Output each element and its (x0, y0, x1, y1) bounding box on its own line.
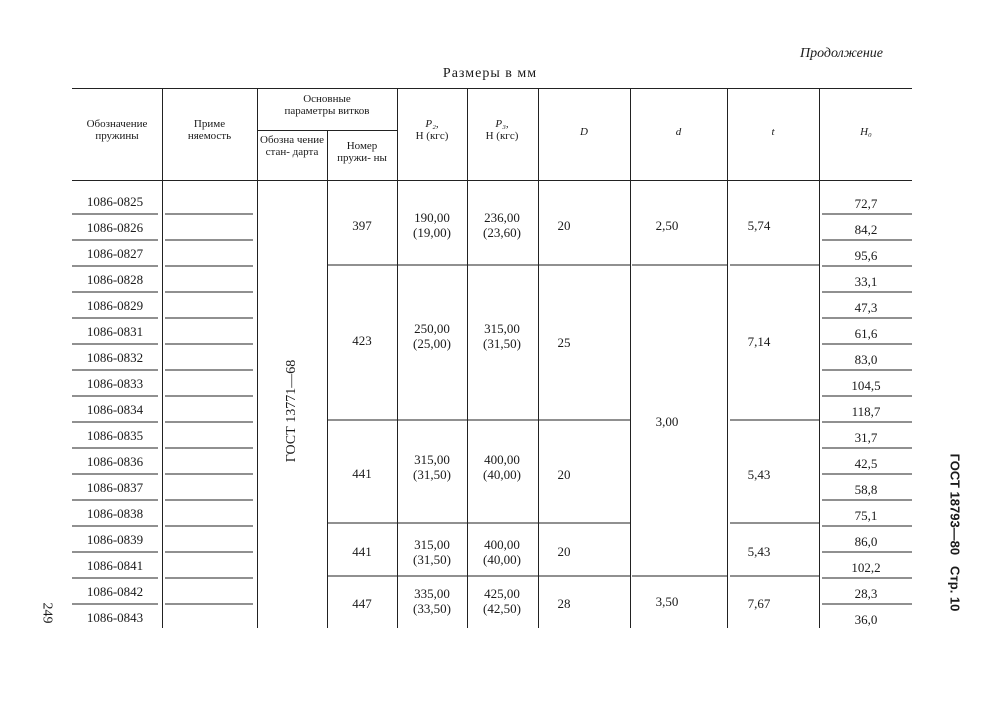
p2-kgf: (31,50) (413, 552, 451, 567)
table-row-h0: 95,6 (854, 248, 878, 263)
standard-value: ГОСТ 13771—68 (284, 359, 299, 463)
p3-newton: 425,00 (484, 586, 520, 601)
p3-kgf: (23,60) (483, 225, 521, 240)
d-shared-value: 3,00 (655, 414, 679, 429)
p3-kgf: (31,50) (483, 336, 521, 351)
spring-number: 447 (352, 596, 372, 611)
d-value: 2,50 (655, 218, 679, 233)
p3-kgf: (40,00) (483, 467, 521, 482)
t-value: 5,43 (747, 544, 771, 559)
p2-kgf: (19,00) (413, 225, 451, 240)
table-row-code: 1086-0835 (86, 428, 144, 443)
table-row-h0: 58,8 (854, 482, 878, 497)
table-row-code: 1086-0843 (86, 610, 144, 625)
table-row-h0: 33,1 (854, 274, 878, 289)
p3-symbol: P₃, (495, 118, 509, 130)
spring-number: 423 (352, 333, 372, 348)
spring-number: 397 (352, 218, 372, 233)
p3-newton: 315,00 (484, 321, 520, 336)
table-row-code: 1086-0832 (86, 350, 144, 365)
p2-newton: 335,00 (414, 586, 450, 601)
col-header-designation: Обозначение пружины (86, 118, 148, 142)
table-row-h0: 83,0 (854, 352, 878, 367)
spring-number: 441 (352, 544, 372, 559)
table-row-h0: 86,0 (854, 534, 878, 549)
p2-kgf: (31,50) (413, 467, 451, 482)
p2-kgf: (33,50) (413, 601, 451, 616)
table-row-h0: 72,7 (854, 196, 878, 211)
p2-value (399, 210, 465, 240)
p3-value (469, 452, 535, 482)
table-row-h0: 75,1 (854, 508, 878, 523)
p3-value (469, 586, 535, 616)
t-value: 7,67 (747, 596, 771, 611)
t-value: 5,43 (747, 467, 771, 482)
col-header-applicability: Приме няемость (187, 118, 232, 142)
D-value: 28 (557, 596, 571, 611)
table-row-code: 1086-0838 (86, 506, 144, 521)
table-row-code: 1086-0836 (86, 454, 144, 469)
p2-newton: 315,00 (414, 452, 450, 467)
table-row-code: 1086-0839 (86, 532, 144, 547)
d-value: 3,50 (655, 594, 679, 609)
p2-newton: 250,00 (414, 321, 450, 336)
p3-value (469, 537, 535, 567)
table-row-code: 1086-0842 (86, 584, 144, 599)
p2-value (399, 452, 465, 482)
table-row-code: 1086-0841 (86, 558, 144, 573)
D-value: 20 (557, 467, 571, 482)
col-header-d: d (675, 126, 682, 138)
table-row-code: 1086-0834 (86, 402, 144, 417)
t-value: 5,74 (747, 218, 771, 233)
table-row-h0: 104,5 (851, 378, 881, 393)
table-row-h0: 118,7 (851, 404, 881, 419)
table-row-code: 1086-0837 (86, 480, 144, 495)
table-row-code: 1086-0828 (86, 272, 144, 287)
t-value: 7,14 (747, 334, 771, 349)
table-row-code: 1086-0833 (86, 376, 144, 391)
spring-number: 441 (352, 466, 372, 481)
p2-value (399, 321, 465, 351)
D-value: 20 (557, 544, 571, 559)
table-row-code: 1086-0827 (86, 246, 144, 261)
continuation-label: Продолжение (800, 46, 883, 61)
p3-newton: 236,00 (484, 210, 520, 225)
p2-newton: 315,00 (414, 537, 450, 552)
D-value: 25 (557, 335, 571, 350)
table-row-h0: 36,0 (854, 612, 878, 627)
col-header-main-params: Основные параметры витков (284, 93, 370, 117)
side-gost: ГОСТ 18793—80 (947, 453, 963, 556)
p2-symbol: P₂, (425, 118, 439, 130)
side-gost-label (948, 433, 963, 633)
table-row-h0: 84,2 (854, 222, 878, 237)
D-value: 20 (557, 218, 571, 233)
table-row-code: 1086-0826 (86, 220, 144, 235)
col-header-spring-number: Номер пружи- ны (337, 140, 387, 164)
table-row-h0: 42,5 (854, 456, 878, 471)
p2-kgf: (25,00) (413, 336, 451, 351)
table-row-h0: 47,3 (854, 300, 878, 315)
p3-unit: Н (кгс) (485, 130, 519, 142)
col-header-H0: H₀ (860, 126, 872, 138)
p2-value (399, 537, 465, 567)
p3-newton: 400,00 (484, 452, 520, 467)
p3-kgf: (42,50) (483, 601, 521, 616)
page-number: 249 (39, 602, 55, 624)
col-header-D: D (580, 126, 588, 138)
table-row-h0: 61,6 (854, 326, 878, 341)
units-label: Размеры в мм (442, 66, 538, 81)
col-header-t: t (771, 126, 775, 138)
table-row-code: 1086-0825 (86, 194, 144, 209)
p3-newton: 400,00 (484, 537, 520, 552)
col-header-standard: Обозна чение стан- дарта (260, 134, 324, 158)
p3-value (469, 321, 535, 351)
table-row-code: 1086-0831 (86, 324, 144, 339)
table-row-h0: 28,3 (854, 586, 878, 601)
p3-value (469, 210, 535, 240)
p2-unit: Н (кгс) (415, 130, 449, 142)
table-row-h0: 102,2 (851, 560, 881, 575)
p2-newton: 190,00 (414, 210, 450, 225)
side-page: Стр. 10 (947, 566, 963, 612)
p3-kgf: (40,00) (483, 552, 521, 567)
table-row-h0: 31,7 (854, 430, 878, 445)
table-row-code: 1086-0829 (86, 298, 144, 313)
p2-value (399, 586, 465, 616)
